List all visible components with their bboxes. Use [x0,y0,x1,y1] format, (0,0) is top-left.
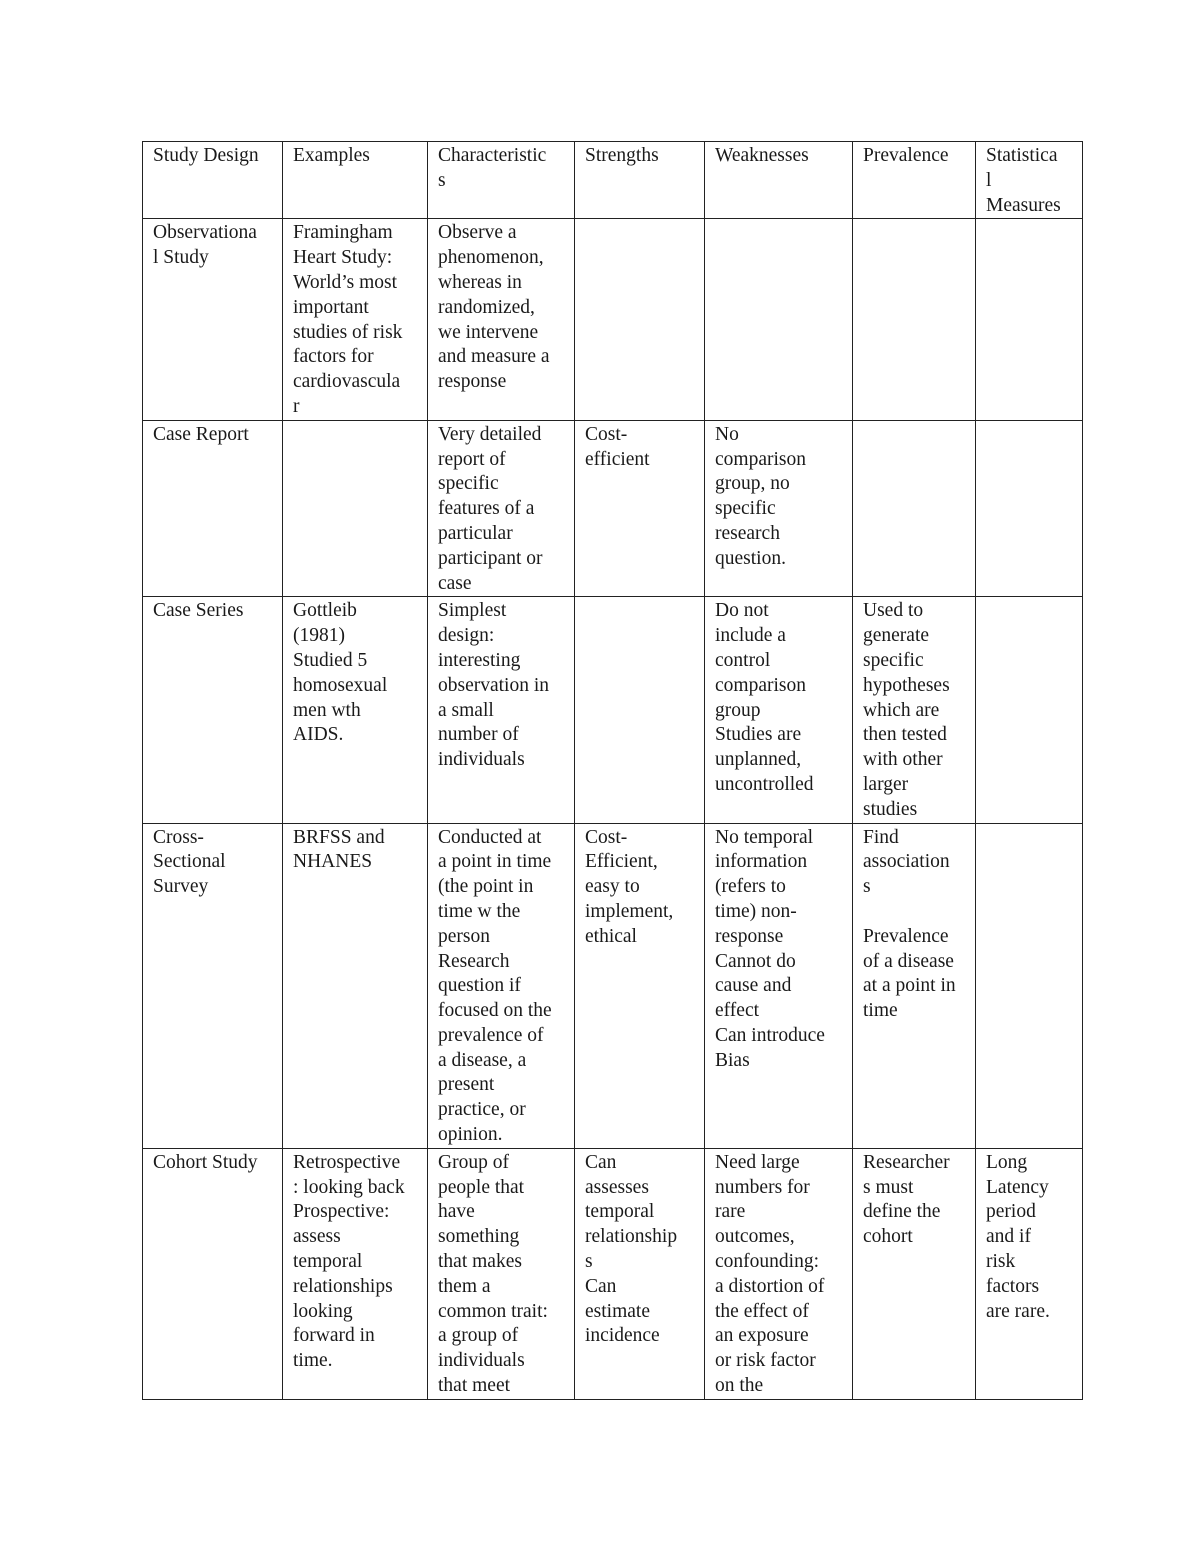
table-cell [283,420,428,597]
cell-line: are rare. [986,1300,1050,1322]
cell-line: Retrospective [293,1151,401,1173]
cell-line: Conducted at [438,826,542,848]
cell-line: comparison [715,674,806,696]
cell-line: include a [715,625,786,647]
cell-line: practice, or [438,1099,526,1121]
cell-line: risk [986,1251,1016,1273]
cell-line: Study Design [153,145,259,166]
cell-line: randomized, [438,296,535,318]
cell-line: them a [438,1275,491,1297]
cell-line: Latency [986,1176,1049,1198]
table-cell [976,823,1083,1148]
cell-line: larger [863,773,909,795]
cell-line: factors [986,1275,1040,1297]
cell-line: cardiovascula [293,371,401,393]
cell-line: person [438,925,490,947]
table-cell [705,823,853,1148]
cell-line: observation in [438,674,550,696]
cell-line: Survey [153,876,209,898]
cell-line: s must [863,1176,914,1198]
header-cell-characteristics [428,142,575,219]
cell-line: assess [293,1226,341,1248]
cell-line: temporal [585,1201,655,1223]
table-cell [143,420,283,597]
cell-line: numbers for [715,1176,810,1198]
cell-line: l Study [153,247,209,269]
table-cell [575,597,705,823]
header-cell-statistical-measures [976,142,1083,219]
cell-line: something [438,1226,520,1248]
cell-line: common trait: [438,1300,548,1322]
cell-line: efficient [585,448,650,470]
table-cell [283,823,428,1148]
table-cell [705,1148,853,1399]
cell-line: No temporal [715,826,814,848]
cell-line: a point in time [438,851,552,873]
cell-line: design: [438,625,495,647]
cell-line: association [863,851,950,873]
cell-line: information [715,851,808,873]
cell-line: Gottleib [293,600,357,622]
cell-line: an exposure [715,1325,809,1347]
table-cell [575,420,705,597]
cell-line: Case Report [153,423,249,445]
cell-line: Researcher [863,1151,950,1173]
cell-line: whereas in [438,271,522,293]
cell-line: Measures [986,194,1061,216]
cell-line: question. [715,547,786,569]
cell-line: Can introduce [715,1024,825,1046]
cell-line: confounding: [715,1251,819,1273]
cell-line: s [438,169,446,191]
table-cell [143,219,283,420]
cell-line: hypotheses [863,674,950,696]
cell-line: research [715,522,780,544]
cell-line: easy to [585,876,640,898]
cell-line: present [438,1074,495,1096]
cell-line: a disease, a [438,1049,527,1071]
cell-line: at a point in [863,975,956,997]
cell-line: assesses [585,1176,649,1198]
cell-line: studies of risk [293,321,403,343]
cell-line: group, no [715,473,790,495]
cell-line: a group of [438,1325,519,1347]
cell-line: effect [715,1000,760,1022]
cell-line: with other [863,749,943,771]
cell-line: a small [438,699,494,721]
header-cell-strengths [575,142,705,219]
cell-line: Can [585,1275,617,1297]
table-cell [283,597,428,823]
cell-line: group [715,699,761,721]
table-cell [976,1148,1083,1399]
table-cell [575,823,705,1148]
table-cell [428,597,575,823]
cell-line: case [438,572,472,594]
cell-line: Examples [293,145,370,166]
cell-line: individuals [438,749,525,771]
cell-line: incidence [585,1325,660,1347]
cell-line: cohort [863,1226,913,1248]
cell-line: and if [986,1226,1031,1248]
cell-line: time. [293,1350,333,1372]
cell-line: ethical [585,925,637,947]
cell-line: specific [715,498,776,520]
table-row [143,597,1083,823]
table-cell [853,219,976,420]
cell-line: time) non- [715,900,797,922]
table-cell [976,597,1083,823]
cell-line: Group of [438,1151,509,1173]
cell-line: generate [863,625,930,647]
cell-line: cause and [715,975,792,997]
table-cell [853,823,976,1148]
cell-line: (refers to [715,876,786,898]
cell-line: individuals [438,1350,525,1372]
cell-line: Studies are [715,724,802,746]
cell-line: Cohort Study [153,1151,258,1173]
table-cell [853,597,976,823]
cell-line: question if [438,975,521,997]
table-cell [428,1148,575,1399]
cell-line: implement, [585,900,674,922]
cell-line: period [986,1201,1036,1223]
cell-line: Strengths [585,145,659,166]
cell-line: Prevalence [863,145,949,166]
cell-line: Can [585,1151,617,1173]
cell-line: Prospective: [293,1201,390,1223]
cell-line: specific [438,473,499,495]
header-cell-study-design [143,142,283,219]
cell-line: interesting [438,649,521,671]
cell-line: which are [863,699,940,721]
cell-line: opinion. [438,1124,503,1146]
table-cell [143,823,283,1148]
cell-line: specific [863,649,924,671]
cell-line: relationships [293,1275,393,1297]
cell-line: No [715,423,739,445]
table-row [143,1148,1083,1399]
cell-line: Cost- [585,826,628,848]
cell-line: relationship [585,1226,678,1248]
cell-line: Research [438,950,510,972]
cell-line: Prevalence [863,925,949,947]
cell-line: important [293,296,369,318]
cell-line: studies [863,798,918,820]
cell-line: control [715,649,771,671]
cell-line: Do not [715,600,769,622]
cell-line: r [293,395,300,417]
cell-line: (the point in [438,876,534,898]
cell-line: Framingham [293,222,393,244]
cell-line: participant or [438,547,543,569]
table-row [143,219,1083,420]
cell-line: men wth [293,699,361,721]
cell-line: unplanned, [715,749,802,771]
table-cell [575,219,705,420]
cell-line: rare [715,1201,746,1223]
table-cell [283,219,428,420]
cell-line: looking [293,1300,353,1322]
cell-line: factors for [293,346,374,368]
table-cell [143,597,283,823]
cell-line: temporal [293,1251,363,1273]
table-cell [283,1148,428,1399]
cell-line: response [438,371,507,393]
table-cell [976,219,1083,420]
cell-line: AIDS. [293,724,344,746]
cell-line: Efficient, [585,851,658,873]
cell-line: then tested [863,724,947,746]
cell-line: number of [438,724,519,746]
cell-line: Bias [715,1049,750,1071]
cell-line: particular [438,522,513,544]
cell-line: focused on the [438,1000,552,1022]
table-cell [853,420,976,597]
cell-line: Statistica [986,145,1058,166]
cell-line: Case Series [153,600,244,622]
cell-line: phenomenon, [438,247,544,269]
cell-line: comparison [715,448,806,470]
cell-line: : looking back [293,1176,405,1198]
blank-line [863,900,966,925]
cell-line: Studied 5 [293,649,368,671]
cell-line: or risk factor [715,1350,816,1372]
cell-line: Observe a [438,222,517,244]
cell-line: Simplest [438,600,507,622]
table-cell [575,1148,705,1399]
cell-line: that makes [438,1251,522,1273]
cell-line: estimate [585,1300,650,1322]
cell-line: homosexual [293,674,388,696]
table-cell [428,420,575,597]
cell-line: l [986,169,992,191]
cell-line: a distortion of [715,1275,825,1297]
cell-line: we intervene [438,321,539,343]
cell-line: Characteristic [438,145,547,166]
cell-line: Used to [863,600,924,622]
cell-line: Sectional [153,851,226,873]
cell-line: define the [863,1201,941,1223]
table-cell [428,823,575,1148]
cell-line: time w the [438,900,521,922]
table-cell [853,1148,976,1399]
cell-line: (1981) [293,625,345,647]
table-cell [143,1148,283,1399]
table-cell [705,597,853,823]
table-cell [705,219,853,420]
cell-line: and measure a [438,346,550,368]
cell-line: of a disease [863,950,954,972]
cell-line: s [863,876,871,898]
cell-line: BRFSS and [293,826,385,848]
cell-line: people that [438,1176,525,1198]
cell-line: have [438,1201,475,1223]
cell-line: Need large [715,1151,800,1173]
cell-line: NHANES [293,851,373,873]
cell-line: World’s most [293,271,398,293]
header-cell-weaknesses [705,142,853,219]
cell-line: response [715,925,784,947]
cell-line: Find [863,826,899,848]
cell-line: Cost- [585,423,628,445]
cell-line: time [863,1000,898,1022]
cell-line: Heart Study: [293,247,393,269]
cell-line: the effect of [715,1300,809,1322]
cell-line: outcomes, [715,1226,795,1248]
cell-line: Weaknesses [715,145,809,166]
cell-line: on the [715,1375,764,1397]
cell-line: Long [986,1151,1028,1173]
cell-line: Very detailed [438,423,542,445]
cell-line: uncontrolled [715,773,814,795]
table-row [143,823,1083,1148]
cell-line: report of [438,448,506,470]
table-cell [976,420,1083,597]
table-row [143,420,1083,597]
cell-line: Observationa [153,222,257,244]
cell-line: that meet [438,1375,511,1397]
cell-line: Cannot do [715,950,796,972]
cell-line: Cross- [153,826,204,848]
cell-line: s [585,1251,593,1273]
cell-line: prevalence of [438,1024,544,1046]
cell-line: features of a [438,498,535,520]
header-cell-prevalence [853,142,976,219]
study-design-table [142,141,1083,1400]
header-cell-examples [283,142,428,219]
cell-line: forward in [293,1325,375,1347]
table-cell [428,219,575,420]
table-cell [705,420,853,597]
header-row [143,142,1083,219]
